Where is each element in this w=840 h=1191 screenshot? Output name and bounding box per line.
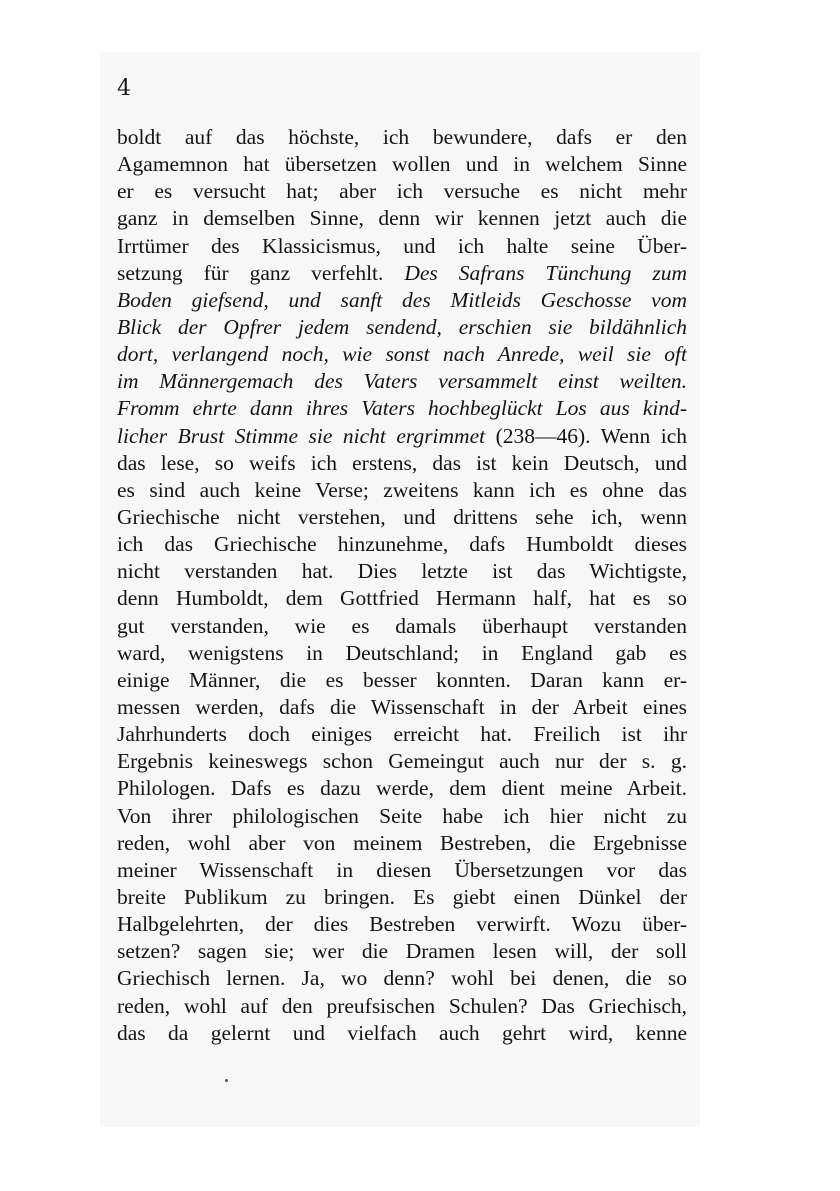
text-line: [117, 857, 687, 884]
text-segment: meiner Wissenschaft in diesen Übersetzungen vor das: [117, 857, 687, 882]
text-line: [117, 965, 687, 992]
text-segment: setzen? sagen sie; wer die Dramen lesen will, der soll: [117, 939, 687, 964]
text-line: [117, 450, 687, 477]
text-line: [117, 314, 687, 341]
text-line: [117, 993, 687, 1020]
italic-quotation: Des Safrans Tünchung zum: [404, 260, 687, 285]
text-segment: breite Publikum zu bringen. Es giebt einen Dünkel der: [117, 884, 687, 909]
text-line: [117, 884, 687, 911]
text-line: [117, 775, 687, 802]
text-line: [117, 613, 687, 640]
page-number: 4: [117, 76, 131, 101]
text-segment: denn Humboldt, dem Gottfried Hermann half, hat es so: [117, 586, 687, 611]
text-segment: Jahrhunderts doch einiges erreicht hat. Freilich ist ihr: [117, 722, 687, 747]
text-line: [117, 124, 687, 151]
text-segment: Griechische nicht verstehen, und drittens sehe ich, wenn: [117, 504, 687, 529]
text-line: [117, 531, 687, 558]
text-line: [117, 911, 687, 938]
italic-quotation: licher Brust Stimme sie nicht ergrimmet: [117, 423, 486, 448]
text-line: [117, 395, 687, 422]
text-segment: Von ihrer philologischen Seite habe ich hier nicht zu: [117, 803, 687, 828]
text-line: [117, 694, 687, 721]
italic-quotation: Blick der Opfrer jedem sendend, erschien sie bildähnlich: [117, 314, 687, 339]
text-segment: Griechisch lernen. Ja, wo denn? wohl bei denen, die so: [117, 966, 687, 991]
text-segment: Philologen. Dafs es dazu werde, dem dient meine Arbeit.: [117, 776, 687, 801]
text-segment: boldt auf das höchste, ich bewundere, dafs er den: [117, 125, 687, 149]
text-segment: gut verstanden, wie es damals überhaupt verstanden: [117, 613, 687, 638]
text-line: [117, 341, 687, 368]
text-line: [117, 368, 687, 395]
text-line: [117, 1020, 687, 1047]
text-line: [117, 151, 687, 178]
text-segment: ich das Griechische hinzunehme, dafs Humboldt dieses: [117, 532, 687, 557]
text-line: [117, 667, 687, 694]
text-segment: das lese, so weifs ich erstens, das ist kein Deutsch, und: [117, 450, 687, 475]
text-line: [117, 748, 687, 775]
italic-quotation: im Männergemach des Vaters versammelt einst weilten.: [117, 369, 687, 394]
text-segment: Agamemnon hat übersetzen wollen und in welchem Sinne: [117, 152, 687, 177]
text-line: [117, 477, 687, 504]
italic-quotation: Boden giefsend, und sanft des Mitleids Geschosse vom: [117, 287, 687, 312]
text-line: [117, 640, 687, 667]
text-segment: das da gelernt und vielfach auch gehrt wird, kenne: [117, 1020, 687, 1045]
text-segment: ganz in demselben Sinne, denn wir kennen jetzt auch die: [117, 206, 687, 231]
text-line: [117, 178, 687, 205]
text-line: [117, 938, 687, 965]
text-segment: Halbgelehrten, der dies Bestreben verwirft. Wozu über-: [117, 912, 687, 937]
italic-quotation: Fromm ehrte dann ihres Vaters hochbeglückt Los aus kind-: [117, 396, 687, 421]
text-segment: Ergebnis keineswegs schon Gemeingut auch nur der s. g.: [117, 749, 687, 774]
text-segment: messen werden, dafs die Wissenschaft in der Arbeit eines: [117, 694, 687, 719]
text-line: [117, 423, 687, 450]
stray-dot-mark: [225, 1079, 228, 1082]
text-line: [117, 558, 687, 585]
text-line: [117, 287, 687, 314]
text-segment: reden, wohl auf den preufsischen Schulen? Das Griechisch,: [117, 993, 687, 1018]
text-segment: einige Männer, die es besser konnten. Daran kann er-: [117, 667, 687, 692]
text-segment: er es versucht hat; aber ich versuche es nicht mehr: [117, 179, 687, 204]
text-segment: Irrtümer des Klassicismus, und ich halte seine Über-: [117, 233, 687, 258]
text-line: [117, 721, 687, 748]
text-line: [117, 585, 687, 612]
body-text: [117, 124, 687, 1047]
text-segment: nicht verstanden hat. Dies letzte ist das Wichtigste,: [117, 559, 687, 584]
text-segment: setzung für ganz verfehlt.: [117, 260, 405, 285]
text-segment: (238—46). Wenn ich: [485, 423, 687, 448]
text-segment: ward, wenigstens in Deutschland; in England gab es: [117, 640, 687, 665]
text-line: [117, 830, 687, 857]
italic-quotation: dort, verlangend noch, wie sonst nach Anrede, weil sie oft: [117, 342, 687, 367]
text-segment: reden, wohl aber von meinem Bestreben, die Ergebnisse: [117, 830, 687, 855]
text-line: [117, 233, 687, 260]
text-line: [117, 504, 687, 531]
text-line: [117, 205, 687, 232]
text-line: [117, 260, 687, 287]
text-line: [117, 803, 687, 830]
text-segment: es sind auch keine Verse; zweitens kann ich es ohne das: [117, 477, 687, 502]
